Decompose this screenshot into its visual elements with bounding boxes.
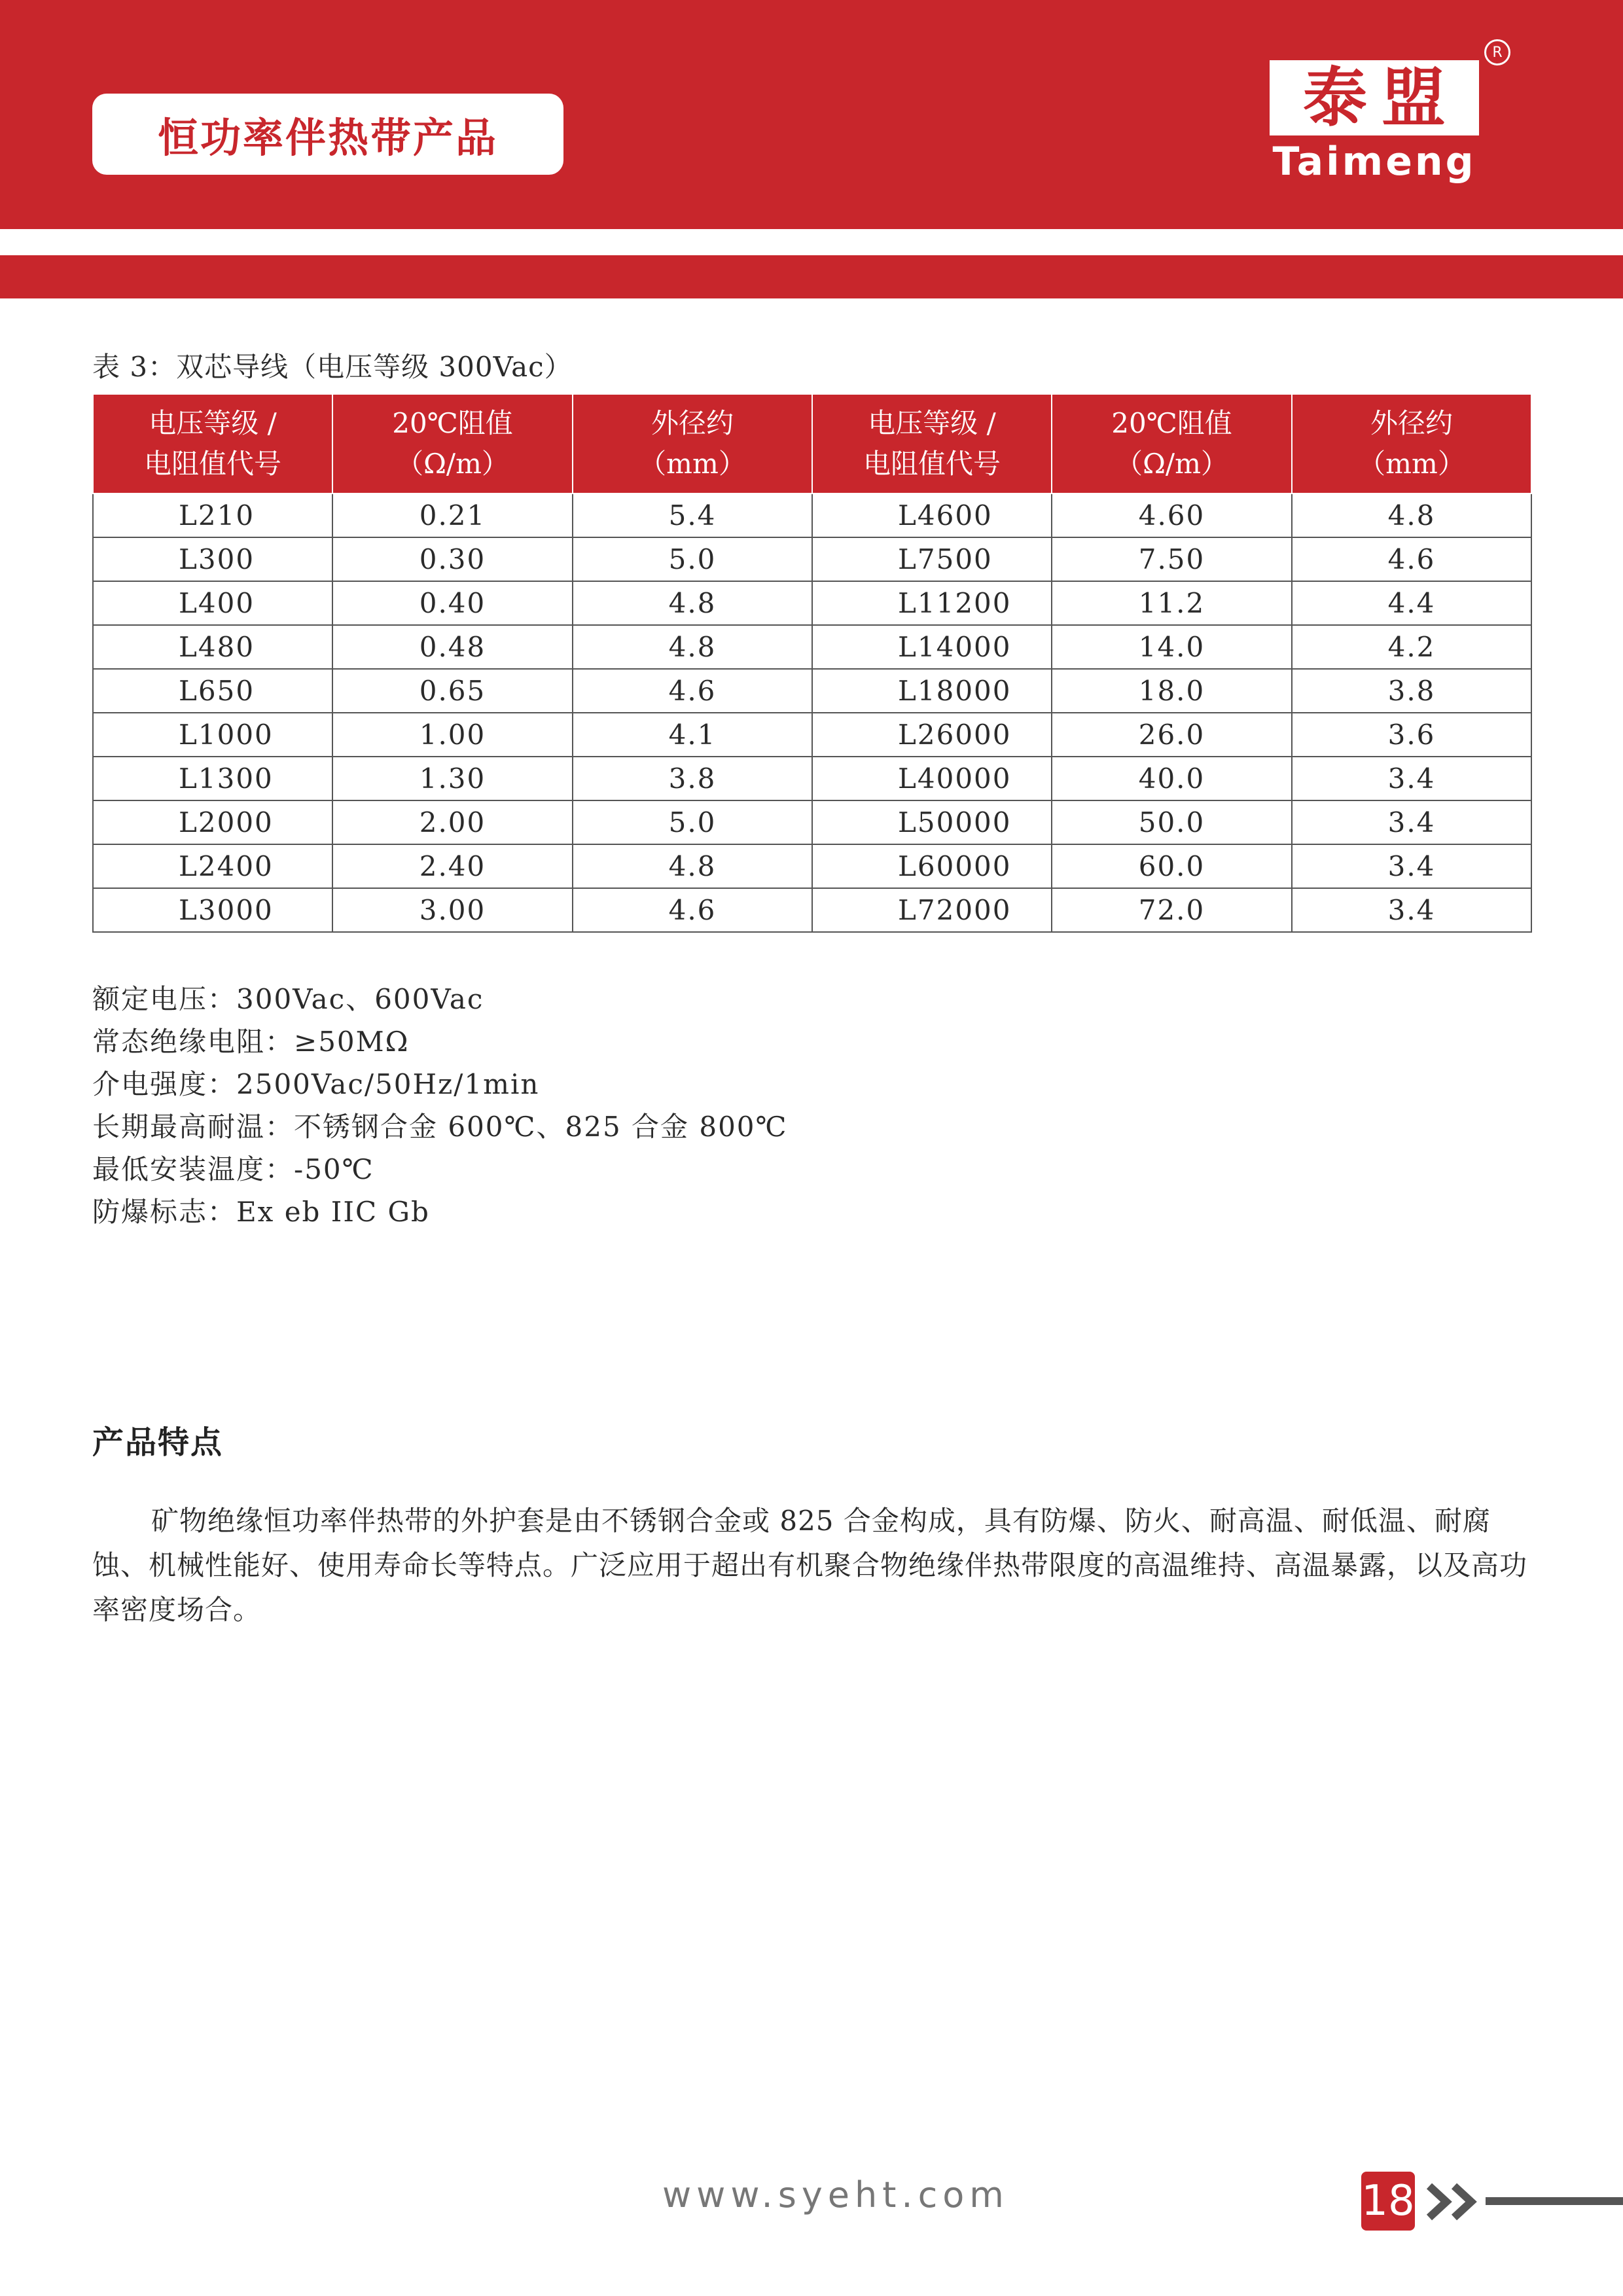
table-cell: 50.0	[1052, 800, 1292, 844]
table-cell: 0.30	[332, 537, 573, 581]
table-cell: 26.0	[1052, 713, 1292, 757]
header-diameter-left: 外径约 （mm）	[573, 394, 812, 493]
table-cell: L18000	[812, 669, 1052, 713]
double-chevron-right-icon	[1425, 2181, 1486, 2223]
page-title: 恒功率伴热带产品	[157, 113, 498, 162]
footer-line	[1486, 2197, 1623, 2205]
table-cell: L14000	[812, 625, 1052, 669]
table-cell: 5.0	[573, 800, 812, 844]
table-caption: 表 3：双芯导线（电压等级 300Vac）	[92, 351, 573, 383]
table-cell: L650	[93, 669, 332, 713]
page-number: 18	[1361, 2172, 1415, 2231]
header-diameter-right: 外径约 （mm）	[1292, 394, 1531, 493]
table-cell: L2400	[93, 844, 332, 888]
table-cell: 1.00	[332, 713, 573, 757]
spec-insulation-resistance: 常态绝缘电阻：≥50MΩ	[92, 1026, 410, 1058]
spec-min-install-temperature: 最低安装温度：-50℃	[92, 1153, 374, 1185]
table-cell: L50000	[812, 800, 1052, 844]
table-cell: L26000	[812, 713, 1052, 757]
table-cell: L7500	[812, 537, 1052, 581]
logo-cn-box	[1270, 60, 1479, 135]
table-cell: 4.2	[1292, 625, 1531, 669]
table-cell: 5.4	[573, 493, 812, 537]
table-row	[93, 844, 1531, 888]
spec-rated-voltage: 额定电压：300Vac、600Vac	[92, 983, 484, 1015]
table-cell: 4.6	[573, 669, 812, 713]
resistance-table	[92, 393, 1532, 933]
table-row	[93, 888, 1531, 932]
table-cell: 4.1	[573, 713, 812, 757]
table-cell: L1300	[93, 757, 332, 800]
spec-list	[92, 978, 788, 1233]
spec-explosion-proof-mark: 防爆标志：Ex eb IIC Gb	[92, 1196, 430, 1228]
table-cell: 3.00	[332, 888, 573, 932]
table-row	[93, 493, 1531, 537]
table-cell: L210	[93, 493, 332, 537]
table-cell: 0.40	[332, 581, 573, 625]
registered-mark-icon: R	[1484, 39, 1510, 65]
table-row	[93, 713, 1531, 757]
table-cell: L3000	[93, 888, 332, 932]
table-cell: L400	[93, 581, 332, 625]
table-cell: 0.21	[332, 493, 573, 537]
table-cell: 3.4	[1292, 844, 1531, 888]
table-cell: L480	[93, 625, 332, 669]
table-cell: 7.50	[1052, 537, 1292, 581]
spec-max-temperature: 长期最高耐温：不锈钢合金 600℃、825 合金 800℃	[92, 1111, 788, 1143]
table-cell: L300	[93, 537, 332, 581]
table-cell: 3.4	[1292, 888, 1531, 932]
spec-dielectric-strength: 介电强度：2500Vac/50Hz/1min	[92, 1068, 540, 1100]
table-cell: L72000	[812, 888, 1052, 932]
table-cell: 0.65	[332, 669, 573, 713]
table-cell: 4.6	[573, 888, 812, 932]
table-row	[93, 581, 1531, 625]
table-cell: 4.60	[1052, 493, 1292, 537]
table-cell: 4.4	[1292, 581, 1531, 625]
header-band-lower	[0, 255, 1623, 298]
table-cell: 3.4	[1292, 800, 1531, 844]
table-cell: 14.0	[1052, 625, 1292, 669]
table-cell: 11.2	[1052, 581, 1292, 625]
table-row	[93, 625, 1531, 669]
table-cell: 40.0	[1052, 757, 1292, 800]
table-row	[93, 757, 1531, 800]
table-cell: 2.40	[332, 844, 573, 888]
table-cell: 3.8	[573, 757, 812, 800]
table-cell: 1.30	[332, 757, 573, 800]
table-cell: 60.0	[1052, 844, 1292, 888]
logo-cn: 泰盟	[1302, 60, 1460, 135]
table-cell: 4.8	[573, 625, 812, 669]
table-cell: 5.0	[573, 537, 812, 581]
table-header-row	[93, 394, 1531, 493]
header-code-left: 电压等级 / 电阻值代号	[93, 394, 332, 493]
table-cell: 4.8	[573, 844, 812, 888]
table-cell: 18.0	[1052, 669, 1292, 713]
footer-url: www.syeht.com	[662, 2174, 1009, 2215]
features-paragraph: 矿物绝缘恒功率伴热带的外护套是由不锈钢合金或 825 合金构成，具有防爆、防火、耐高温、耐低温、耐腐蚀、机械性能好、使用寿命长等特点。广泛应用于超出有机聚合物绝缘伴热带限度的高温维持、高温暴露，以及高功率密度场合。	[92, 1505, 1528, 1626]
table-cell: 72.0	[1052, 888, 1292, 932]
table-cell: L11200	[812, 581, 1052, 625]
header-gap	[0, 229, 1623, 255]
header-resistance-right: 20℃阻值 （Ω/m）	[1052, 394, 1292, 493]
header-code-right: 电压等级 / 电阻值代号	[812, 394, 1052, 493]
header-resistance-left: 20℃阻值 （Ω/m）	[332, 394, 573, 493]
features-title: 产品特点	[92, 1424, 224, 1461]
table-row	[93, 800, 1531, 844]
table-cell: 3.8	[1292, 669, 1531, 713]
table-cell: L1000	[93, 713, 332, 757]
table-cell: L4600	[812, 493, 1052, 537]
table-cell: 4.8	[573, 581, 812, 625]
table-cell: 4.6	[1292, 537, 1531, 581]
table-cell: 4.8	[1292, 493, 1531, 537]
table-row	[93, 537, 1531, 581]
table-cell: L60000	[812, 844, 1052, 888]
logo-en: Taimeng	[1272, 139, 1476, 185]
table-cell: 3.4	[1292, 757, 1531, 800]
table-cell: 3.6	[1292, 713, 1531, 757]
table-cell: 0.48	[332, 625, 573, 669]
table-cell: L40000	[812, 757, 1052, 800]
table-cell: 2.00	[332, 800, 573, 844]
table-cell: L2000	[93, 800, 332, 844]
table-row	[93, 669, 1531, 713]
page-title-pill	[92, 94, 563, 175]
